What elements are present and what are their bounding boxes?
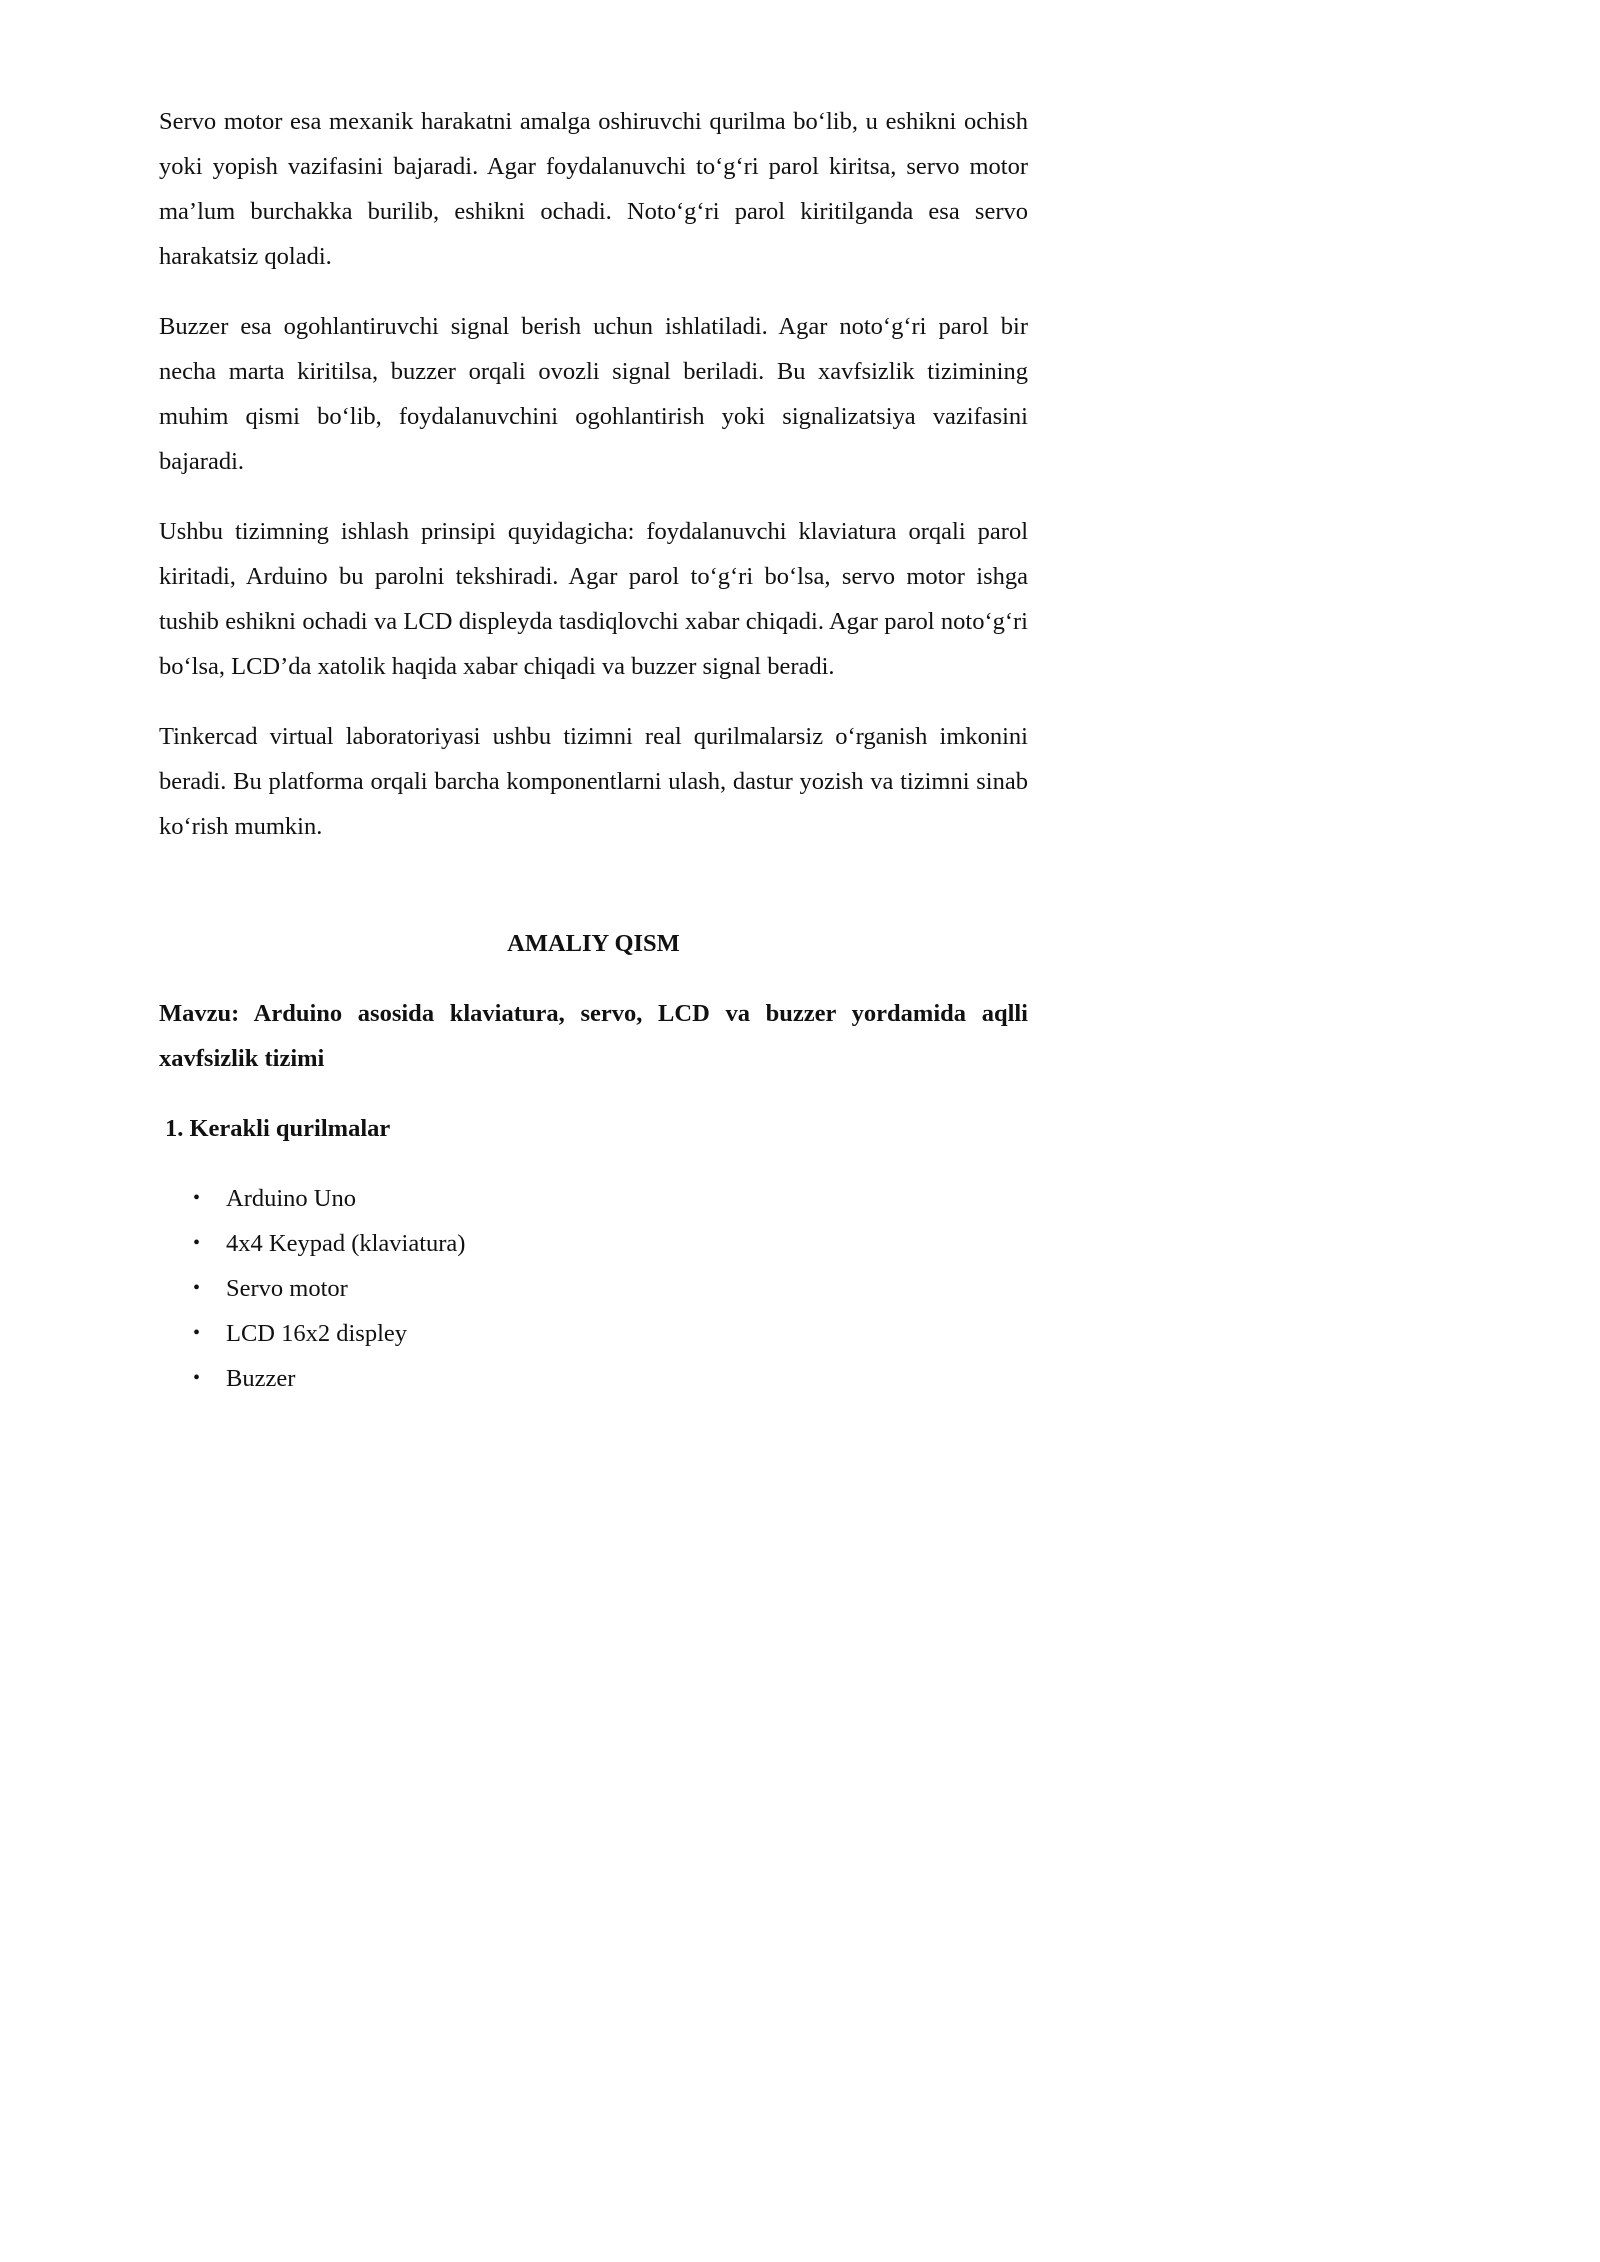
list-item [159,1266,1028,1311]
bullet-icon: • [193,1232,201,1254]
document-body [159,99,1028,1401]
paragraph-tinkercad: Tinkercad virtual laboratoriyasi ushbu tizimni real qurilmalarsiz o‘rganish imkonini beradi. Bu platforma orqali barcha komponentlarni ulash, dastur yozish va tizimni sinab ko‘rish mumkin. [159,723,1028,840]
list-item [159,1356,1028,1401]
bullet-icon: • [193,1277,201,1299]
device-label: LCD 16x2 displey [226,1320,408,1347]
paragraph-servo: Servo motor esa mexanik harakatni amalga oshiruvchi qurilma bo‘lib, u eshikni ochish yoki yopish vazifasini bajaradi. Agar foydalanuvchi to‘g‘ri parol kiritsa, servo motor ma’lum burchakka burilib, eshikni ochadi. Noto‘g‘ri parol kiritilganda esa servo harakatsiz qoladi. [159,108,1028,270]
list-item [159,1221,1028,1266]
topic-heading: Mavzu: Arduino asosida klaviatura, servo, LCD va buzzer yordamida aqlli xavfsizlik tizimi [159,1000,1028,1072]
list-item [159,1311,1028,1356]
bullet-icon: • [193,1367,201,1389]
bullet-icon: • [193,1187,201,1209]
device-label: 4x4 Keypad (klaviatura) [226,1230,466,1257]
list-item [159,1176,1028,1221]
device-label: Buzzer [226,1365,296,1392]
paragraph-buzzer: Buzzer esa ogohlantiruvchi signal berish uchun ishlatiladi. Agar noto‘g‘ri parol bir necha marta kiritilsa, buzzer orqali ovozli signal beriladi. Bu xavfsizlik tizimining muhim qismi bo‘lib, foydalanuvchini ogohlantirish yoki signalizatsiya vazifasini bajaradi. [159,313,1028,475]
device-list [159,1176,1028,1401]
paragraph-working-principle: Ushbu tizimning ishlash prinsipi quyidagicha: foydalanuvchi klaviatura orqali parol kiritadi, Arduino bu parolni tekshiradi. Agar parol to‘g‘ri bo‘lsa, servo motor ishga tushib eshikni ochadi va LCD displeyda tasdiqlovchi xabar chiqadi. Agar parol noto‘g‘ri bo‘lsa, LCD’da xatolik haqida xabar chiqadi va buzzer signal beradi. [159,518,1028,680]
document-page [0,0,1100,1556]
section-title: AMALIY QISM [507,930,680,957]
subheading-required-devices: 1. Kerakli qurilmalar [165,1115,391,1142]
device-label: Servo motor [226,1275,348,1302]
device-label: Arduino Uno [226,1185,356,1212]
bullet-icon: • [193,1322,201,1344]
